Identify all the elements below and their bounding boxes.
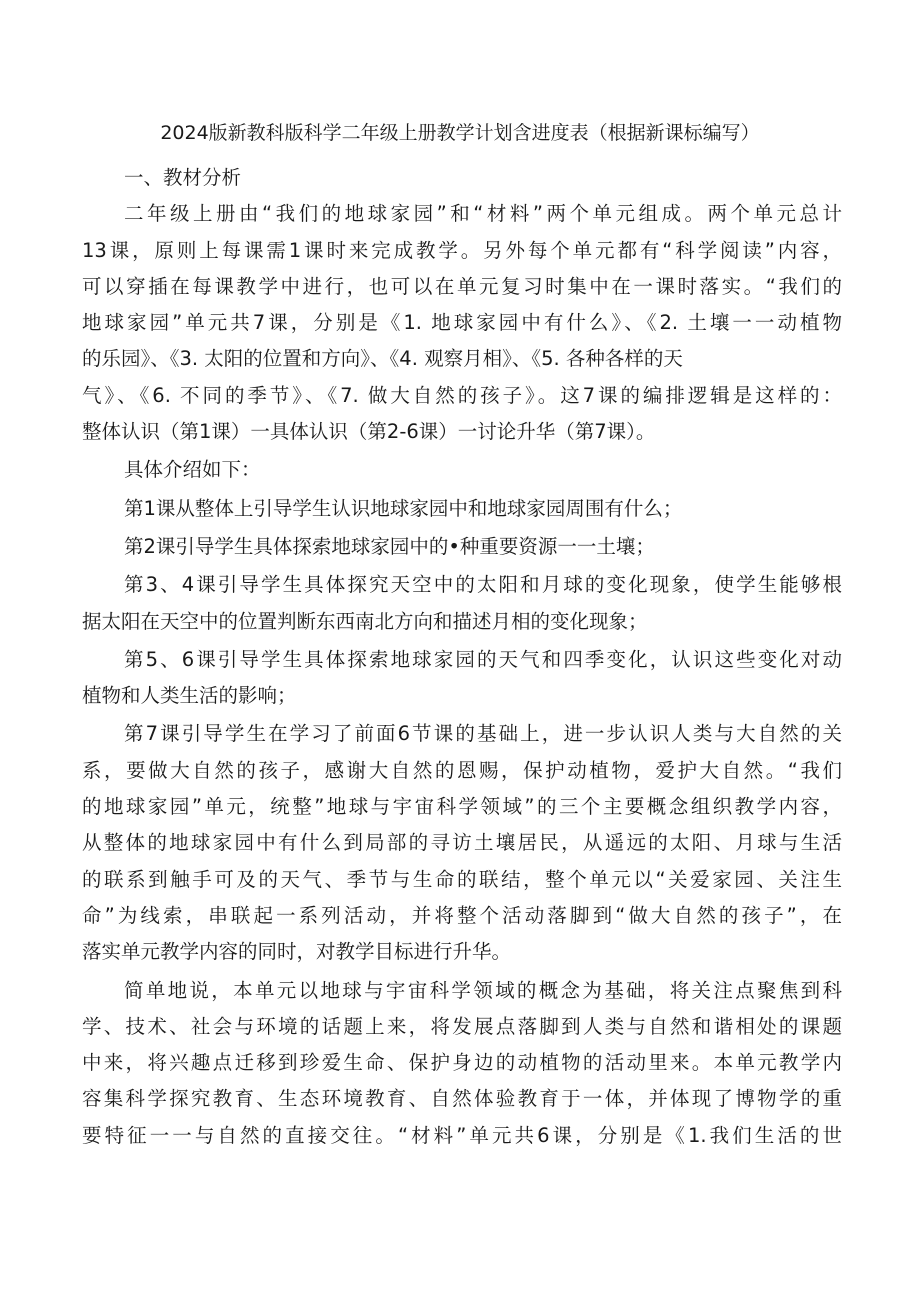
paragraph-line: 中来，将兴趣点迁移到珍爱生命、保护身边的动植物的活动里来。本单元教学内 (82, 1051, 842, 1075)
paragraph-line: 第3、4课引导学生具体探究天空中的太阳和月球的变化现象，使学生能够根 (124, 573, 842, 597)
paragraph-line: 的地球家园”单元，统整”地球与宇宙科学领域”的三个主要概念组织教学内容， (82, 795, 842, 819)
paragraph-line: 简单地说，本单元以地球与宇宙科学领域的概念为基础，将关注点聚焦到科 (124, 978, 842, 1002)
paragraph-line: 13课，原则上每课需1课时来完成教学。另外每个单元都有“科学阅读”内容， (82, 238, 842, 262)
paragraph-line: 地球家园”单元共7课，分别是《1. 地球家园中有什么》、《2. 土壤一一动植物 (82, 311, 842, 335)
paragraph-line: 落实单元教学内容的同时，对教学目标进行升华。 (82, 940, 512, 964)
paragraph-line: 命”为线索，串联起一系列活动，并将整个活动落脚到“做大自然的孩子”，在 (82, 903, 842, 927)
section-heading: 一、教材分析 (124, 166, 242, 189)
paragraph-line: 的乐园》、《3. 太阳的位置和方向》、《4. 观察月相》、《5. 各种各样的天 (82, 347, 683, 371)
paragraph-line: 据太阳在天空中的位置判断东西南北方向和描述月相的变化现象； (82, 609, 648, 633)
paragraph-line: 从整体的地球家园中有什么到局部的寻访土壤居民，从遥远的太阳、月球与生活 (82, 831, 842, 855)
paragraph-line: 第1课从整体上引导学生认识地球家园中和地球家园周围有什么； (124, 496, 683, 520)
paragraph-line: 植物和人类生活的影响； (82, 684, 297, 708)
paragraph-line: 第5、6课引导学生具体探索地球家园的天气和四季变化，认识这些变化对动 (124, 647, 842, 671)
paragraph-line: 要特征一一与自然的直接交往。“材料”单元共6课，分别是《1.我们生活的世 (82, 1123, 842, 1147)
document-body (82, 160, 842, 1154)
paragraph-line: 学、技术、社会与环境的话题上来，将发展点落脚到人类与自然和谐相处的课题 (82, 1014, 842, 1038)
paragraph-line: 整体认识（第1课）一具体认识（第2-6课）一讨论升华（第7课）。 (82, 420, 656, 444)
paragraph-line: 第7课引导学生在学习了前面6节课的基础上，进一步认识人类与大自然的关 (124, 722, 842, 746)
document-title: 2024版新教科版科学二年级上册教学计划含进度表（根据新课标编写） (160, 122, 760, 144)
paragraph-line: 二年级上册由“我们的地球家园”和“材料”两个单元组成。两个单元总计 (124, 202, 842, 226)
paragraph-line: 容集科学探究教育、生态环境教育、自然体验教育于一体，并体现了博物学的重 (82, 1087, 842, 1111)
paragraph-line: 第2课引导学生具体探索地球家园中的•种重要资源一一土壤； (124, 534, 655, 558)
paragraph-line: 系，要做大自然的孩子，感谢大自然的恩赐，保护动植物，爱护大自然。“我们 (82, 758, 842, 782)
paragraph-line: 的联系到触手可及的天气、季节与生命的联结，整个单元以“关爱家园、关注生 (82, 867, 842, 891)
paragraph-line: 气》、《6. 不同的季节》、《7. 做大自然的孩子》。这7课的编排逻辑是这样的： (82, 383, 842, 407)
paragraph-line: 具体介绍如下： (124, 458, 261, 482)
paragraph-line: 可以穿插在每课教学中进行，也可以在单元复习时集中在一课时落实。“我们的 (82, 274, 842, 298)
